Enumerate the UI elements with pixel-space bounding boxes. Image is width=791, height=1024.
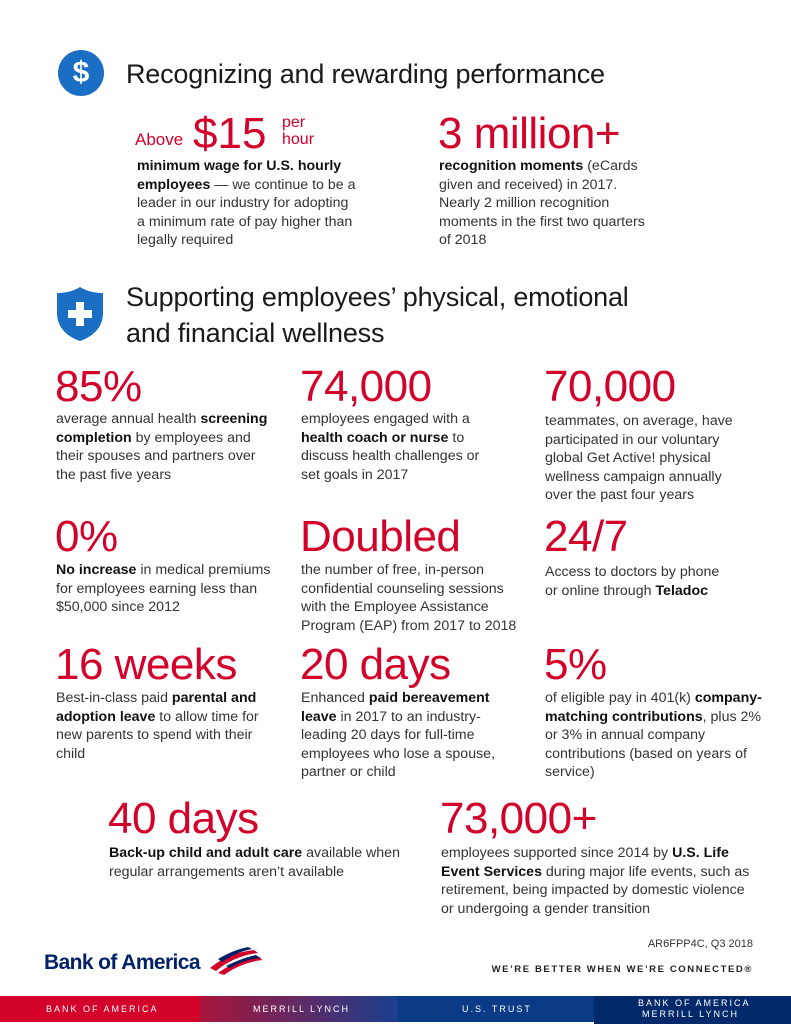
stat-description: Best-in-class paid parental and adoption leave to allow time for new parents to spend with their child — [56, 690, 259, 762]
stat-big: 74,000 — [300, 362, 432, 411]
stat-big: 0% — [55, 512, 118, 561]
footer-bar-boa-merrill-lynch: BANK OF AMERICA MERRILL LYNCH — [594, 996, 791, 1024]
wage-amount: $15 — [193, 109, 267, 158]
stat-description: Access to doctors by phone or online through Teladoc — [545, 564, 720, 599]
wage-unit-per: per — [282, 114, 306, 131]
stat-description: teammates, on average, have participated in our voluntary global Get Active! physical wellness campaign annually over the past four years — [545, 413, 733, 503]
document-code: AR6FPP4C, Q3 2018 — [647, 938, 753, 950]
stat-big: 16 weeks — [55, 640, 237, 689]
stat-description: employees engaged with a health coach or nurse to discuss health challenges or set goals in 2017 — [301, 411, 480, 483]
recognition-big: 3 million+ — [438, 109, 621, 158]
stat-big: 20 days — [300, 640, 451, 689]
stat-big: 24/7 — [544, 512, 628, 561]
stat-big: 5% — [544, 640, 607, 689]
stat-big: 40 days — [108, 794, 259, 843]
flag-logo-icon — [208, 946, 262, 976]
stat-big: 70,000 — [544, 362, 676, 411]
section-title-performance: Recognizing and rewarding performance — [126, 59, 605, 89]
section-title-wellness-line1: Supporting employees’ physical, emotional — [126, 282, 629, 312]
wage-headline — [135, 109, 395, 158]
wage-description: minimum wage for U.S. hourly employees — we continue to be a leader in our industry for adopting a minimum rate of pay higher than legally required — [137, 158, 356, 248]
stat-description: employees supported since 2014 by U.S. Life Event Services during major life events, such as retirement, being impacted by domestic violence or undergoing a gender transition — [441, 845, 750, 917]
dollar-icon: $ — [58, 50, 104, 96]
footer-bar-merrill-lynch: MERRILL LYNCH — [200, 996, 398, 1022]
stat-big: Doubled — [300, 512, 461, 561]
stat-description: the number of free, in-person confidential counseling sessions with the Employee Assistance Program (EAP) from 2017 to 2018 — [301, 562, 517, 634]
tagline: WE’RE BETTER WHEN WE’RE CONNECTED® — [491, 964, 753, 975]
wage-unit-hour: hour — [282, 131, 315, 148]
footer-bar-bank-of-america: BANK OF AMERICA — [0, 996, 200, 1022]
stat-description: Back-up child and adult care available when regular arrangements aren’t available — [109, 845, 400, 880]
stat-big: 85% — [55, 362, 142, 411]
stat-description: Enhanced paid bereavement leave in 2017 to an industry-leading 20 days for full-time employees who lose a spouse, partner or child — [301, 690, 496, 780]
footer-bar-us-trust: U.S. TRUST — [398, 996, 594, 1022]
stat-big: 73,000+ — [440, 794, 597, 843]
stat-description: No increase in medical premiums for employees earning less than $50,000 since 2012 — [56, 562, 271, 615]
stat-description: average annual health screening completion by employees and their spouses and partners over the past five years — [56, 411, 268, 483]
bank-logo-text: Bank of America — [44, 951, 200, 974]
recognition-description: recognition moments (eCards given and received) in 2017. Nearly 2 million recognition moments in the first two quarters of 2018 — [439, 158, 645, 248]
section-title-wellness-line2: and financial wellness — [126, 318, 385, 348]
shield-plus-icon — [54, 285, 106, 343]
stat-description: of eligible pay in 401(k) company-matching contributions, plus 2% or 3% in annual company contributions (based on years of service) — [545, 690, 762, 780]
wage-prefix: Above — [135, 130, 184, 149]
